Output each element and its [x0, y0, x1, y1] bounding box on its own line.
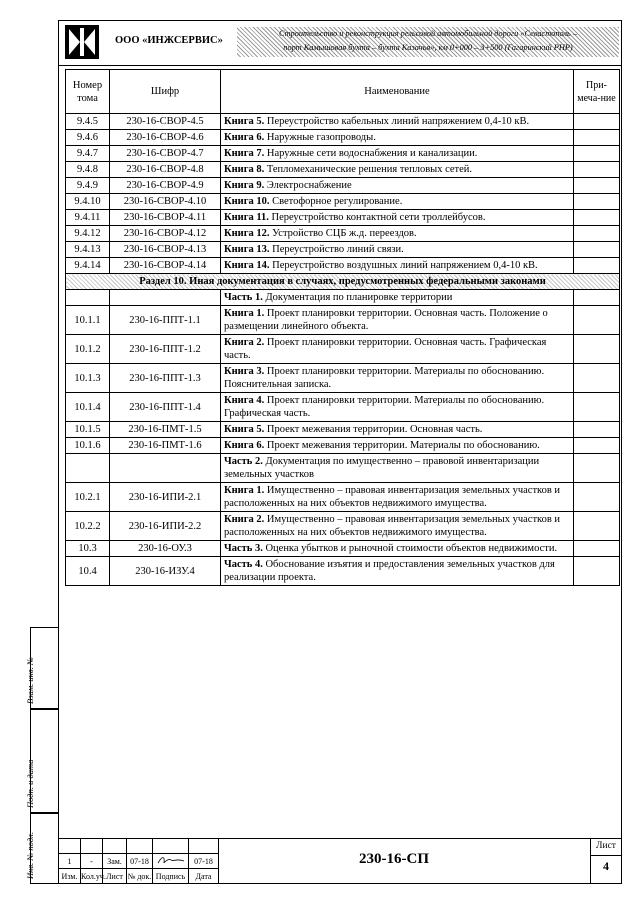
sheet-label: Лист	[591, 841, 621, 856]
volume-title	[221, 454, 574, 483]
volume-note	[574, 541, 620, 557]
volume-note	[574, 557, 620, 586]
volume-note	[574, 422, 620, 438]
table-row	[66, 242, 620, 258]
volume-title	[221, 130, 574, 146]
table-row	[66, 210, 620, 226]
table-row	[66, 422, 620, 438]
volume-note	[574, 364, 620, 393]
volume-code: 230-16-ИПИ-2.2	[110, 512, 221, 541]
table-body	[66, 114, 620, 586]
volume-book-label: Книга 13.	[224, 244, 270, 255]
table-row	[66, 364, 620, 393]
table-row	[66, 454, 620, 483]
volume-book-label: Книга 12.	[224, 228, 270, 239]
stamp-empty-cell	[153, 839, 189, 853]
volume-book-label: Часть 4.	[224, 559, 263, 570]
section-title: Раздел 10. Иная документация в случаях, предусмотренных федеральными законами	[66, 274, 620, 290]
volume-number: 10.2.1	[66, 483, 110, 512]
volume-code: 230-16-СВОР-4.14	[110, 258, 221, 274]
volume-note	[574, 306, 620, 335]
volume-title	[221, 483, 574, 512]
volume-note	[574, 512, 620, 541]
volume-title-text: Проект межевания территории. Основная часть.	[264, 424, 483, 435]
volume-number: 9.4.10	[66, 194, 110, 210]
volume-book-label: Часть 2.	[224, 456, 263, 467]
volume-note	[574, 194, 620, 210]
volume-book-label: Книга 14.	[224, 260, 270, 271]
volume-book-label: Книга 2.	[224, 514, 265, 525]
stamp-value: -	[81, 853, 103, 868]
volume-code: 230-16-ИПИ-2.1	[110, 483, 221, 512]
volume-title	[221, 557, 574, 586]
volume-note	[574, 258, 620, 274]
volume-code	[110, 290, 221, 306]
volume-title	[221, 393, 574, 422]
volume-title-text: Проект планировки территории. Материалы по обоснованию. Графическая часть.	[224, 395, 545, 419]
volume-title-text: Наружные сети водоснабжения и канализации.	[264, 148, 478, 159]
volume-title-text: Обоснование изъятия и предоставления земельных участков для реализации проекта.	[224, 559, 555, 583]
volume-title	[221, 335, 574, 364]
table-row	[66, 130, 620, 146]
sheet-number: 4	[603, 859, 609, 873]
volume-title-text: Устройство СЦБ ж.д. переездов.	[269, 228, 417, 239]
table-row	[66, 393, 620, 422]
volume-title	[221, 306, 574, 335]
volume-number: 10.1.6	[66, 438, 110, 454]
stamp-label: Кол.уч.	[81, 868, 103, 883]
volume-code: 230-16-ОУ.3	[110, 541, 221, 557]
volume-book-label: Книга 5.	[224, 116, 265, 127]
volume-code	[110, 454, 221, 483]
volume-code: 230-16-СВОР-4.8	[110, 162, 221, 178]
volume-code: 230-16-ПМТ-1.6	[110, 438, 221, 454]
stamp-empty-cell	[81, 839, 103, 853]
volume-book-label: Книга 1.	[224, 308, 265, 319]
volume-number	[66, 290, 110, 306]
table-row	[66, 226, 620, 242]
table-row	[66, 290, 620, 306]
col-header-code: Шифр	[110, 70, 221, 114]
volume-book-label: Книга 3.	[224, 366, 265, 377]
project-title: Строительство и реконструкция рельсовой автомобильной дороги «Севастополь – порт Камышовая бухта – бухта Казачья», км 0+000 – 3+500 (Гагаринский РНР)	[237, 27, 619, 57]
sheet-box	[590, 839, 621, 883]
volume-code: 230-16-СВОР-4.7	[110, 146, 221, 162]
volume-note	[574, 242, 620, 258]
volume-title	[221, 226, 574, 242]
volume-title-text: Проект межевания территории. Материалы по обоснованию.	[264, 440, 540, 451]
stamp-label: Лист	[103, 868, 127, 883]
table-row	[66, 146, 620, 162]
volume-code: 230-16-ППТ-1.2	[110, 335, 221, 364]
stamp-value: 07-18	[127, 853, 153, 868]
volume-title	[221, 210, 574, 226]
volume-title-text: Проект планировки территории. Материалы по обоснованию. Пояснительная записка.	[224, 366, 545, 390]
volume-note	[574, 335, 620, 364]
table-row	[66, 178, 620, 194]
signature-icon	[153, 853, 189, 868]
volume-number: 9.4.9	[66, 178, 110, 194]
stamp-empty-cell	[127, 839, 153, 853]
contents-table	[65, 69, 620, 586]
volume-book-label: Книга 10.	[224, 196, 270, 207]
col-header-num: Номер тома	[66, 70, 110, 114]
volume-title-text: Документация по имущественно – правовой инвентаризации земельных участков	[224, 456, 540, 480]
volume-title-text: Проект планировки территории. Основная часть. Положение о размещении линейного объекта.	[224, 308, 548, 332]
title-block	[59, 838, 621, 883]
volume-note	[574, 130, 620, 146]
volume-number: 9.4.6	[66, 130, 110, 146]
volume-title-text: Переустройство контактной сети троллейбусов.	[268, 212, 486, 223]
volume-book-label: Книга 11.	[224, 212, 269, 223]
stamp-value: 07-18	[189, 853, 219, 868]
volume-title	[221, 114, 574, 130]
volume-title-text: Переустройство воздушных линий напряжением 0,4-10 кВ.	[269, 260, 538, 271]
volume-title-text: Светофорное регулирование.	[269, 196, 403, 207]
page-frame	[58, 20, 622, 884]
stamp-empty-cell	[189, 839, 219, 853]
volume-code: 230-16-СВОР-4.5	[110, 114, 221, 130]
volume-note	[574, 114, 620, 130]
volume-title-text: Переустройство кабельных линий напряжением 0,4-10 кВ.	[264, 116, 530, 127]
volume-number: 9.4.12	[66, 226, 110, 242]
table-row	[66, 483, 620, 512]
header	[59, 21, 621, 66]
volume-book-label: Книга 9.	[224, 180, 265, 191]
volume-number: 9.4.14	[66, 258, 110, 274]
table-row	[66, 194, 620, 210]
volume-note	[574, 454, 620, 483]
volume-number	[66, 454, 110, 483]
document-code: 230-16-СП	[359, 851, 429, 867]
volume-code: 230-16-СВОР-4.6	[110, 130, 221, 146]
volume-title	[221, 258, 574, 274]
table-row	[66, 114, 620, 130]
volume-title-text: Документация по планировке территории	[262, 292, 453, 303]
volume-number: 9.4.11	[66, 210, 110, 226]
volume-book-label: Часть 1.	[224, 292, 263, 303]
volume-title-text: Имущественно – правовая инвентаризация земельных участков и расположенных на них объектов недвижимого имущества.	[224, 485, 561, 509]
stamp-empty-cell	[59, 839, 81, 853]
stamp-value: 1	[59, 853, 81, 868]
table-row	[66, 541, 620, 557]
stamp-label: Изм.	[59, 868, 81, 883]
volume-note	[574, 290, 620, 306]
volume-number: 10.1.5	[66, 422, 110, 438]
volume-note	[574, 146, 620, 162]
volume-book-label: Книга 5.	[224, 424, 265, 435]
volume-book-label: Книга 6.	[224, 440, 265, 451]
volume-code: 230-16-ПМТ-1.5	[110, 422, 221, 438]
col-header-name: Наименование	[221, 70, 574, 114]
section-row	[66, 274, 620, 290]
volume-code: 230-16-ППТ-1.4	[110, 393, 221, 422]
volume-note	[574, 178, 620, 194]
stamp-label: Подпись	[153, 868, 189, 883]
volume-book-label: Книга 4.	[224, 395, 265, 406]
org-name: ООО «ИНЖСЕРВИС»	[115, 35, 223, 46]
volume-title	[221, 194, 574, 210]
table-row	[66, 335, 620, 364]
volume-book-label: Книга 6.	[224, 132, 265, 143]
table-row	[66, 438, 620, 454]
volume-note	[574, 438, 620, 454]
volume-title	[221, 178, 574, 194]
volume-number: 9.4.5	[66, 114, 110, 130]
stamp-empty-cell	[103, 839, 127, 853]
volume-note	[574, 483, 620, 512]
stamp-value: Зам.	[103, 853, 127, 868]
volume-code: 230-16-СВОР-4.9	[110, 178, 221, 194]
volume-title-text: Наружные газопроводы.	[264, 132, 376, 143]
volume-title	[221, 541, 574, 557]
volume-number: 9.4.8	[66, 162, 110, 178]
volume-title	[221, 290, 574, 306]
volume-number: 10.2.2	[66, 512, 110, 541]
volume-title	[221, 242, 574, 258]
volume-code: 230-16-ППТ-1.3	[110, 364, 221, 393]
volume-title-text: Оценка убытков и рыночной стоимости объектов недвижимости.	[262, 543, 558, 554]
volume-title	[221, 364, 574, 393]
volume-number: 9.4.7	[66, 146, 110, 162]
volume-number: 10.3	[66, 541, 110, 557]
volume-book-label: Часть 3.	[224, 543, 263, 554]
volume-book-label: Книга 1.	[224, 485, 265, 496]
side-stamp-replaced: Взам. инв. №	[30, 627, 58, 709]
volume-title	[221, 438, 574, 454]
table-row	[66, 557, 620, 586]
volume-number: 10.1.3	[66, 364, 110, 393]
volume-number: 10.4	[66, 557, 110, 586]
volume-code: 230-16-СВОР-4.11	[110, 210, 221, 226]
volume-book-label: Книга 2.	[224, 337, 265, 348]
volume-note	[574, 393, 620, 422]
volume-code: 230-16-ИЗУ.4	[110, 557, 221, 586]
volume-code: 230-16-СВОР-4.10	[110, 194, 221, 210]
volume-title-text: Электроснабжение	[264, 180, 352, 191]
table-row	[66, 258, 620, 274]
col-header-note: При-меча-ние	[574, 70, 620, 114]
volume-code: 230-16-СВОР-4.13	[110, 242, 221, 258]
volume-note	[574, 226, 620, 242]
side-stamp-signature: Подп. и дата	[30, 709, 58, 813]
volume-number: 10.1.4	[66, 393, 110, 422]
stamp-label: № док.	[127, 868, 153, 883]
volume-title-text: Проект планировки территории. Основная часть. Графическая часть.	[224, 337, 547, 361]
volume-number: 9.4.13	[66, 242, 110, 258]
volume-title	[221, 162, 574, 178]
volume-title	[221, 512, 574, 541]
volume-code: 230-16-СВОР-4.12	[110, 226, 221, 242]
table-row	[66, 512, 620, 541]
volume-note	[574, 162, 620, 178]
volume-book-label: Книга 8.	[224, 164, 265, 175]
stamp-label: Дата	[189, 868, 219, 883]
volume-book-label: Книга 7.	[224, 148, 265, 159]
volume-title-text: Имущественно – правовая инвентаризация земельных участков и расположенных на них объектов недвижимого имущества.	[224, 514, 561, 538]
volume-number: 10.1.2	[66, 335, 110, 364]
volume-number: 10.1.1	[66, 306, 110, 335]
volume-title	[221, 146, 574, 162]
table-row	[66, 162, 620, 178]
side-stamp-inventory: Инв. № подл.	[30, 813, 58, 884]
volume-title-text: Переустройство линий связи.	[269, 244, 404, 255]
volume-title	[221, 422, 574, 438]
table-row	[66, 306, 620, 335]
volume-note	[574, 210, 620, 226]
volume-code: 230-16-ППТ-1.1	[110, 306, 221, 335]
company-logo-icon	[65, 25, 99, 59]
volume-title-text: Тепломеханические решения тепловых сетей.	[264, 164, 473, 175]
